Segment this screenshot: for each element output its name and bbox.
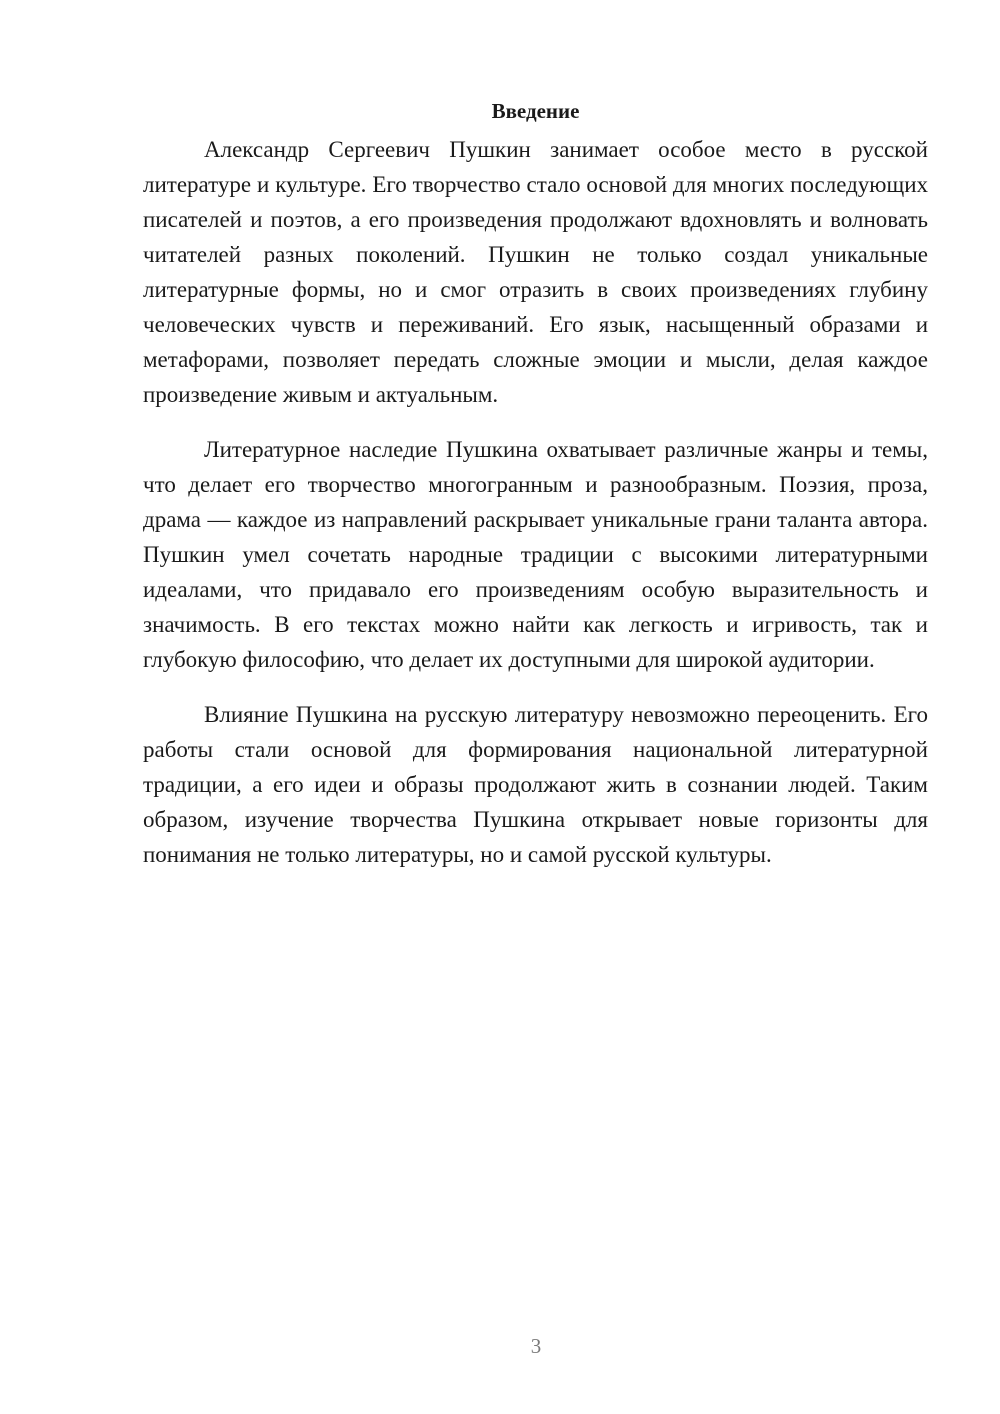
page-number: 3 xyxy=(530,1334,542,1358)
page-content xyxy=(143,96,928,892)
paragraph-1: Александр Сергеевич Пушкин занимает особое место в русской литературе и культуре. Его творчество стало основой для многих последующих писателей и поэтов, а его произведения продолжают вдохновлять и волновать читателей разных поколений. Пушкин не только создал уникальные литературные формы, но и смог отразить в своих произведениях глубину человеческих чувств и переживаний. Его язык, насыщенный образами и метафорами, позволяет передать сложные эмоции и мысли, делая каждое произведение живым и актуальным. xyxy=(143,137,928,407)
paragraph-2: Литературное наследие Пушкина охватывает различные жанры и темы, что делает его творчество многогранным и разнообразным. Поэзия, проза, драма — каждое из направлений раскрывает уникальные грани таланта автора. Пушкин умел сочетать народные традиции с высокими литературными идеалами, что придавало его произведениям особую выразительность и значимость. В его текстах можно найти как легкость и игривость, так и глубокую философию, что делает их доступными для широкой аудитории. xyxy=(143,437,928,672)
paragraph-3: Влияние Пушкина на русскую литературу невозможно переоценить. Его работы стали основой для формирования национальной литературной традиции, а его идеи и образы продолжают жить в сознании людей. Таким образом, изучение творчества Пушкина открывает новые горизонты для понимания не только литературы, но и самой русской культуры. xyxy=(143,702,928,867)
section-title: Введение xyxy=(491,99,580,123)
